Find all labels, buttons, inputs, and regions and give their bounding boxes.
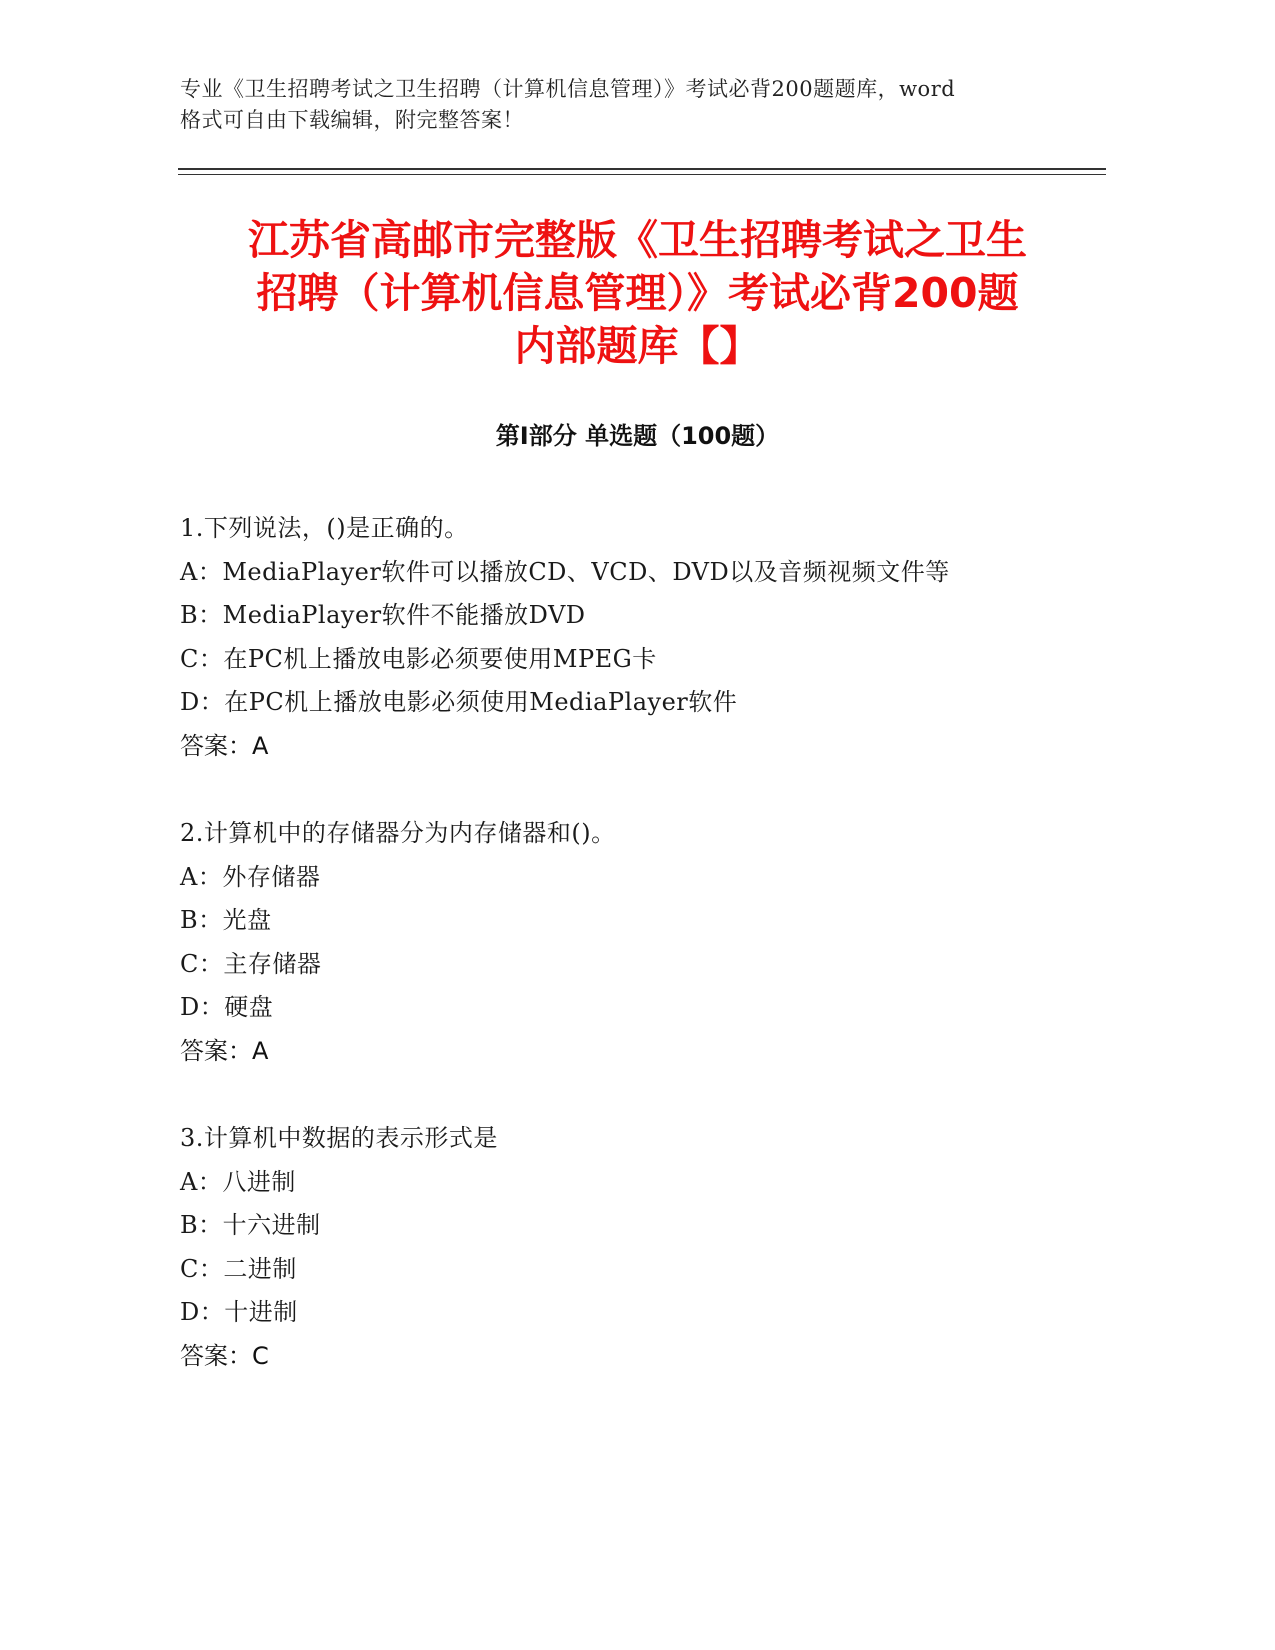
question-block	[180, 507, 1080, 768]
question-block	[180, 1117, 1080, 1378]
option-d: D：在PC机上播放电影必须使用MediaPlayer软件	[180, 688, 738, 716]
option-b: B：MediaPlayer软件不能播放DVD	[180, 601, 586, 629]
header-note-line-2: 格式可自由下载编辑，附完整答案！	[180, 108, 524, 132]
option-b: B：光盘	[180, 906, 272, 934]
option-d: D：十进制	[180, 1298, 298, 1326]
section-title: 第I部分 单选题（100题）	[495, 422, 780, 450]
question-stem: 3.计算机中数据的表示形式是	[180, 1124, 498, 1152]
answer-line: 答案：A	[180, 731, 269, 760]
document-title	[150, 214, 1125, 373]
header-divider-thin	[178, 174, 1106, 175]
option-a: A：MediaPlayer软件可以播放CD、VCD、DVD以及音频视频文件等	[180, 557, 950, 586]
title-line-1: 江苏省高邮市完整版《卫生招聘考试之卫生	[248, 216, 1027, 264]
title-line-2: 招聘（计算机信息管理）》考试必背200题	[256, 269, 1019, 317]
option-a: A：外存储器	[180, 862, 321, 891]
option-a: A：八进制	[180, 1167, 296, 1196]
question-stem: 1.下列说法，()是正确的。	[180, 514, 469, 542]
option-c: C：在PC机上播放电影必须要使用MPEG卡	[180, 644, 657, 673]
header-divider-thick	[178, 168, 1106, 170]
option-c: C：主存储器	[180, 949, 322, 978]
option-b: B：十六进制	[180, 1211, 321, 1239]
answer-line: 答案：A	[180, 1036, 269, 1065]
question-block	[180, 812, 1080, 1073]
answer-line: 答案：C	[180, 1341, 269, 1370]
header-note	[180, 74, 1080, 136]
option-c: C：二进制	[180, 1254, 297, 1283]
title-line-3: 内部题库【】	[514, 322, 761, 370]
header-note-line-1: 专业《卫生招聘考试之卫生招聘（计算机信息管理）》考试必背200题题库，word	[180, 77, 956, 101]
question-stem: 2.计算机中的存储器分为内存储器和()。	[180, 819, 616, 847]
option-d: D：硬盘	[180, 993, 274, 1021]
